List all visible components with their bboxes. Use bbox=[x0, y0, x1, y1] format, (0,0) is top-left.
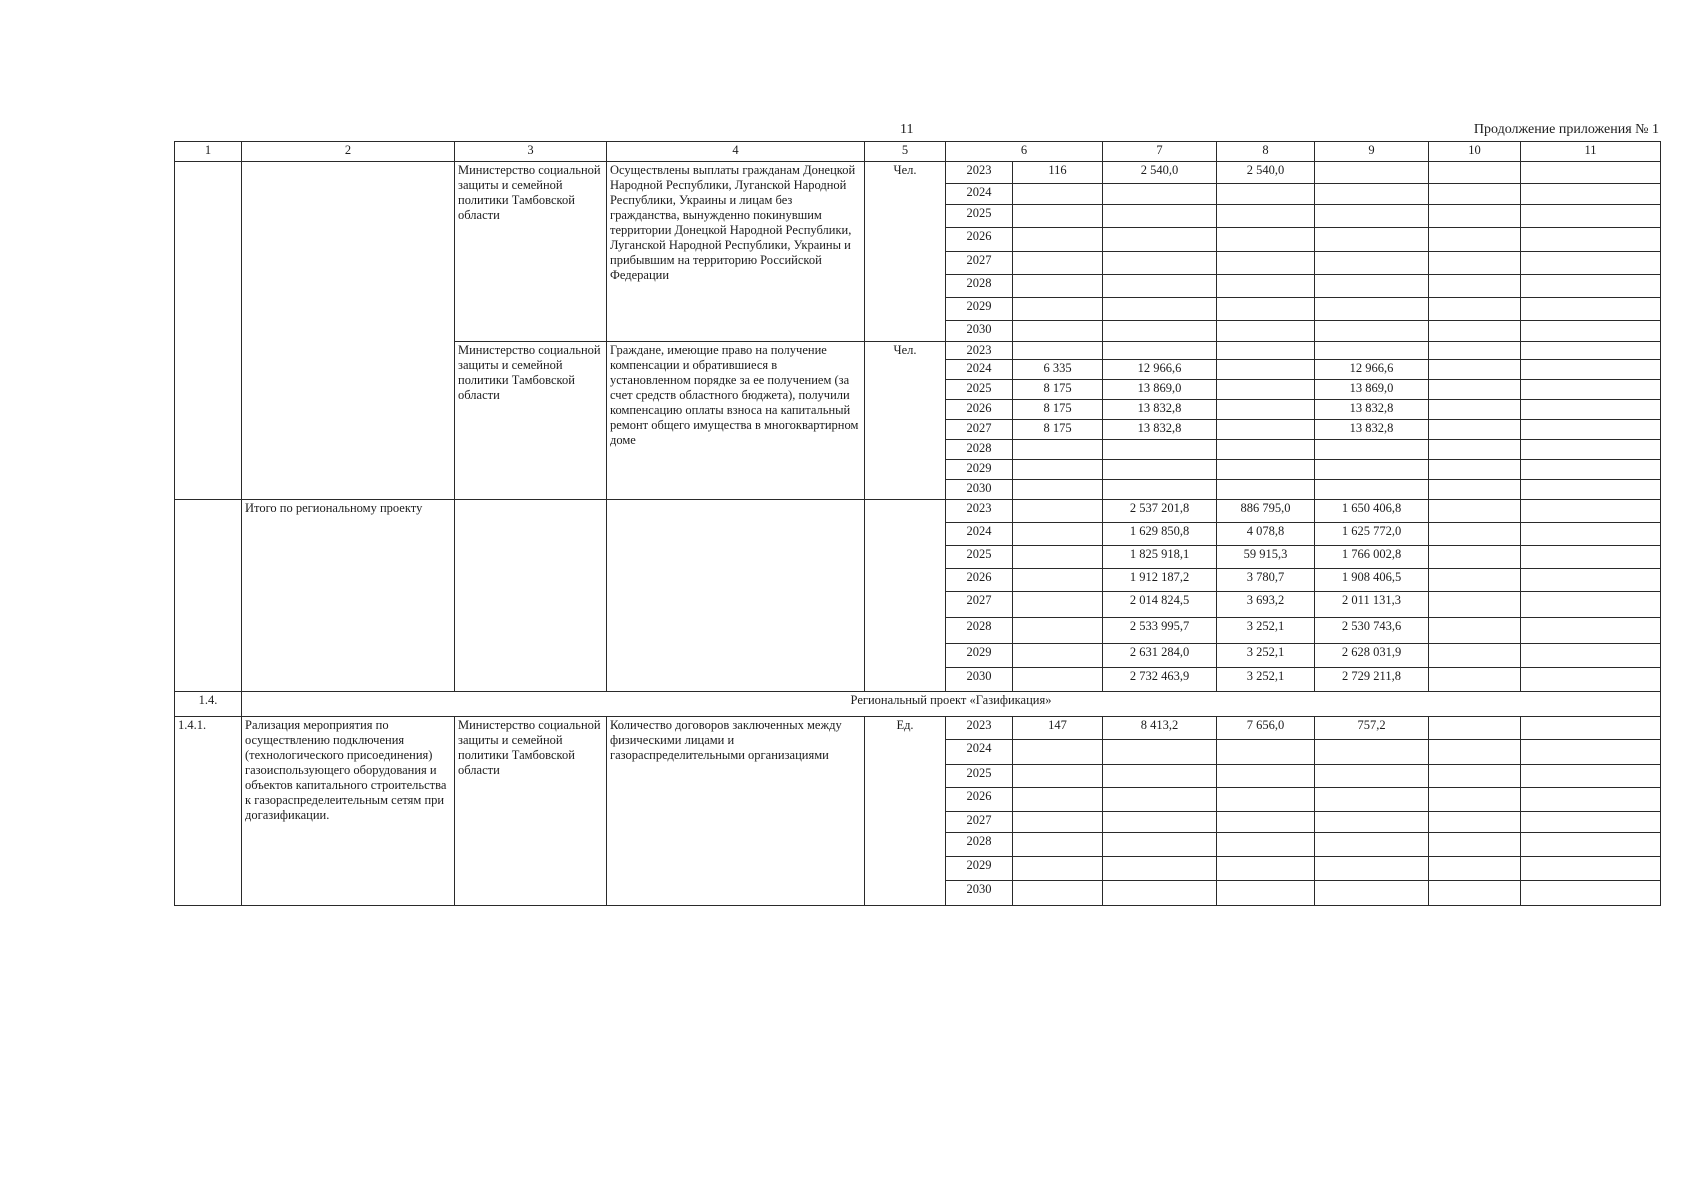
year-cell: 2029 bbox=[946, 460, 1013, 480]
value-cell-7 bbox=[1103, 740, 1217, 765]
value-cell-8 bbox=[1217, 480, 1315, 500]
value-cell-8 bbox=[1217, 184, 1315, 205]
value-cell-6 bbox=[1013, 668, 1103, 692]
value-cell-8: 3 693,2 bbox=[1217, 592, 1315, 618]
value-cell-6 bbox=[1013, 298, 1103, 321]
section-number: 1.4. bbox=[175, 692, 242, 717]
year-cell: 2023 bbox=[946, 342, 1013, 360]
value-cell-9 bbox=[1315, 342, 1429, 360]
value-cell-10 bbox=[1429, 788, 1521, 812]
year-cell: 2028 bbox=[946, 618, 1013, 644]
value-cell-8 bbox=[1217, 740, 1315, 765]
column-header: 10 bbox=[1429, 142, 1521, 162]
table-body bbox=[175, 142, 1661, 906]
value-cell-7 bbox=[1103, 765, 1217, 788]
executor-cell bbox=[455, 500, 607, 692]
value-cell-11 bbox=[1521, 812, 1661, 833]
value-cell-7: 1 912 187,2 bbox=[1103, 569, 1217, 592]
value-cell-9 bbox=[1315, 162, 1429, 184]
value-cell-10 bbox=[1429, 298, 1521, 321]
value-cell-8 bbox=[1217, 205, 1315, 228]
column-header-row bbox=[175, 142, 1661, 162]
number-cell bbox=[175, 500, 242, 692]
section-title: Региональный проект «Газификация» bbox=[242, 692, 1661, 717]
column-header: 11 bbox=[1521, 142, 1661, 162]
value-cell-9: 1 908 406,5 bbox=[1315, 569, 1429, 592]
value-cell-8: 2 540,0 bbox=[1217, 162, 1315, 184]
value-cell-9 bbox=[1315, 881, 1429, 906]
value-cell-8 bbox=[1217, 460, 1315, 480]
executor-cell: Министерство социальной защиты и семейной политики Тамбовской области bbox=[455, 717, 607, 906]
value-cell-6 bbox=[1013, 881, 1103, 906]
value-cell-9 bbox=[1315, 252, 1429, 275]
unit-cell: Чел. bbox=[865, 162, 946, 342]
value-cell-7 bbox=[1103, 833, 1217, 857]
value-cell-9 bbox=[1315, 765, 1429, 788]
value-cell-9 bbox=[1315, 480, 1429, 500]
value-cell-10 bbox=[1429, 342, 1521, 360]
value-cell-6 bbox=[1013, 275, 1103, 298]
value-cell-7 bbox=[1103, 440, 1217, 460]
value-cell-10 bbox=[1429, 420, 1521, 440]
value-cell-8 bbox=[1217, 321, 1315, 342]
year-cell: 2023 bbox=[946, 162, 1013, 184]
value-cell-7: 2 540,0 bbox=[1103, 162, 1217, 184]
value-cell-10 bbox=[1429, 668, 1521, 692]
year-cell: 2027 bbox=[946, 252, 1013, 275]
value-cell-6 bbox=[1013, 523, 1103, 546]
value-cell-11 bbox=[1521, 668, 1661, 692]
value-cell-9: 1 625 772,0 bbox=[1315, 523, 1429, 546]
unit-cell: Чел. bbox=[865, 342, 946, 500]
indicator-cell: Граждане, имеющие право на получение компенсации и обратившиеся в установленном порядке за ее получением (за счет средств областного бюджета), получили компенсацию оплаты взноса на капитальный ремонт общего имущества в многоквартирном доме bbox=[607, 342, 865, 500]
value-cell-7: 2 732 463,9 bbox=[1103, 668, 1217, 692]
value-cell-11 bbox=[1521, 740, 1661, 765]
value-cell-6 bbox=[1013, 569, 1103, 592]
year-cell: 2030 bbox=[946, 321, 1013, 342]
value-cell-9 bbox=[1315, 275, 1429, 298]
column-header: 4 bbox=[607, 142, 865, 162]
value-cell-7 bbox=[1103, 788, 1217, 812]
value-cell-6 bbox=[1013, 765, 1103, 788]
value-cell-7: 2 537 201,8 bbox=[1103, 500, 1217, 523]
table-row bbox=[175, 717, 1661, 740]
value-cell-6: 116 bbox=[1013, 162, 1103, 184]
value-cell-6 bbox=[1013, 480, 1103, 500]
year-cell: 2029 bbox=[946, 644, 1013, 668]
value-cell-8 bbox=[1217, 440, 1315, 460]
value-cell-9: 1 766 002,8 bbox=[1315, 546, 1429, 569]
value-cell-10 bbox=[1429, 812, 1521, 833]
column-header: 1 bbox=[175, 142, 242, 162]
value-cell-9 bbox=[1315, 205, 1429, 228]
value-cell-8: 3 780,7 bbox=[1217, 569, 1315, 592]
value-cell-7 bbox=[1103, 460, 1217, 480]
column-header: 7 bbox=[1103, 142, 1217, 162]
year-cell: 2024 bbox=[946, 523, 1013, 546]
value-cell-10 bbox=[1429, 321, 1521, 342]
value-cell-10 bbox=[1429, 400, 1521, 420]
value-cell-10 bbox=[1429, 228, 1521, 252]
total-row bbox=[175, 500, 1661, 523]
value-cell-8: 3 252,1 bbox=[1217, 618, 1315, 644]
value-cell-9 bbox=[1315, 788, 1429, 812]
value-cell-6 bbox=[1013, 812, 1103, 833]
value-cell-11 bbox=[1521, 788, 1661, 812]
value-cell-6 bbox=[1013, 546, 1103, 569]
value-cell-10 bbox=[1429, 833, 1521, 857]
value-cell-11 bbox=[1521, 717, 1661, 740]
value-cell-6 bbox=[1013, 644, 1103, 668]
value-cell-6 bbox=[1013, 740, 1103, 765]
value-cell-8 bbox=[1217, 857, 1315, 881]
value-cell-11 bbox=[1521, 480, 1661, 500]
value-cell-6 bbox=[1013, 618, 1103, 644]
value-cell-9: 13 869,0 bbox=[1315, 380, 1429, 400]
year-cell: 2028 bbox=[946, 440, 1013, 460]
value-cell-8: 4 078,8 bbox=[1217, 523, 1315, 546]
value-cell-7 bbox=[1103, 342, 1217, 360]
value-cell-11 bbox=[1521, 275, 1661, 298]
value-cell-10 bbox=[1429, 740, 1521, 765]
value-cell-7: 1 825 918,1 bbox=[1103, 546, 1217, 569]
value-cell-9: 13 832,8 bbox=[1315, 420, 1429, 440]
value-cell-11 bbox=[1521, 205, 1661, 228]
value-cell-6: 6 335 bbox=[1013, 360, 1103, 380]
value-cell-9 bbox=[1315, 833, 1429, 857]
value-cell-9: 757,2 bbox=[1315, 717, 1429, 740]
value-cell-9 bbox=[1315, 321, 1429, 342]
value-cell-6 bbox=[1013, 460, 1103, 480]
value-cell-9 bbox=[1315, 228, 1429, 252]
value-cell-7: 13 869,0 bbox=[1103, 380, 1217, 400]
value-cell-8 bbox=[1217, 275, 1315, 298]
column-header: 8 bbox=[1217, 142, 1315, 162]
value-cell-7 bbox=[1103, 184, 1217, 205]
value-cell-6: 8 175 bbox=[1013, 400, 1103, 420]
value-cell-9 bbox=[1315, 740, 1429, 765]
indicator-cell bbox=[607, 500, 865, 692]
value-cell-7 bbox=[1103, 252, 1217, 275]
value-cell-11 bbox=[1521, 460, 1661, 480]
value-cell-11 bbox=[1521, 644, 1661, 668]
section-row bbox=[175, 692, 1661, 717]
value-cell-11 bbox=[1521, 765, 1661, 788]
total-label: Итого по региональному проекту bbox=[242, 500, 455, 692]
value-cell-8 bbox=[1217, 812, 1315, 833]
year-cell: 2027 bbox=[946, 812, 1013, 833]
program-table bbox=[174, 141, 1661, 906]
value-cell-11 bbox=[1521, 342, 1661, 360]
value-cell-8 bbox=[1217, 833, 1315, 857]
value-cell-9: 2 729 211,8 bbox=[1315, 668, 1429, 692]
value-cell-8: 7 656,0 bbox=[1217, 717, 1315, 740]
column-header: 9 bbox=[1315, 142, 1429, 162]
value-cell-6 bbox=[1013, 205, 1103, 228]
value-cell-11 bbox=[1521, 298, 1661, 321]
indicator-cell: Количество договоров заключенных между физическими лицами и газораспределительными организациями bbox=[607, 717, 865, 906]
value-cell-8 bbox=[1217, 380, 1315, 400]
value-cell-9 bbox=[1315, 440, 1429, 460]
year-cell: 2026 bbox=[946, 228, 1013, 252]
value-cell-10 bbox=[1429, 205, 1521, 228]
value-cell-11 bbox=[1521, 857, 1661, 881]
value-cell-8 bbox=[1217, 881, 1315, 906]
value-cell-7 bbox=[1103, 228, 1217, 252]
column-header: 5 bbox=[865, 142, 946, 162]
value-cell-10 bbox=[1429, 765, 1521, 788]
item-number-cell: 1.4.1. bbox=[175, 717, 242, 906]
value-cell-10 bbox=[1429, 881, 1521, 906]
year-cell: 2025 bbox=[946, 205, 1013, 228]
year-cell: 2025 bbox=[946, 765, 1013, 788]
value-cell-7 bbox=[1103, 881, 1217, 906]
column-header: 2 bbox=[242, 142, 455, 162]
value-cell-11 bbox=[1521, 833, 1661, 857]
value-cell-10 bbox=[1429, 480, 1521, 500]
value-cell-10 bbox=[1429, 592, 1521, 618]
value-cell-7: 8 413,2 bbox=[1103, 717, 1217, 740]
value-cell-7 bbox=[1103, 205, 1217, 228]
value-cell-8 bbox=[1217, 342, 1315, 360]
value-cell-7: 2 014 824,5 bbox=[1103, 592, 1217, 618]
value-cell-9: 1 650 406,8 bbox=[1315, 500, 1429, 523]
value-cell-8 bbox=[1217, 252, 1315, 275]
executor-cell: Министерство социальной защиты и семейной политики Тамбовской области bbox=[455, 342, 607, 500]
value-cell-8: 886 795,0 bbox=[1217, 500, 1315, 523]
year-cell: 2026 bbox=[946, 569, 1013, 592]
value-cell-11 bbox=[1521, 321, 1661, 342]
indicator-cell: Осуществлены выплаты гражданам Донецкой Народной Республики, Луганской Народной Республики, Украины и лицам без гражданства, вынужденно покинувшим территории Донецкой Народной Республики, Луганской Народной Республики, Украины и прибывшим на территорию Российской Федерации bbox=[607, 162, 865, 342]
value-cell-9: 2 530 743,6 bbox=[1315, 618, 1429, 644]
year-cell: 2030 bbox=[946, 668, 1013, 692]
unit-cell: Ед. bbox=[865, 717, 946, 906]
value-cell-11 bbox=[1521, 592, 1661, 618]
value-cell-9 bbox=[1315, 857, 1429, 881]
value-cell-7 bbox=[1103, 298, 1217, 321]
value-cell-7: 13 832,8 bbox=[1103, 420, 1217, 440]
table-row bbox=[175, 162, 1661, 184]
value-cell-10 bbox=[1429, 569, 1521, 592]
value-cell-6 bbox=[1013, 321, 1103, 342]
value-cell-10 bbox=[1429, 252, 1521, 275]
value-cell-11 bbox=[1521, 881, 1661, 906]
value-cell-6 bbox=[1013, 440, 1103, 460]
value-cell-11 bbox=[1521, 360, 1661, 380]
value-cell-11 bbox=[1521, 618, 1661, 644]
value-cell-11 bbox=[1521, 400, 1661, 420]
executor-cell: Министерство социальной защиты и семейной политики Тамбовской области bbox=[455, 162, 607, 342]
value-cell-9: 2 011 131,3 bbox=[1315, 592, 1429, 618]
value-cell-8: 3 252,1 bbox=[1217, 668, 1315, 692]
value-cell-7: 13 832,8 bbox=[1103, 400, 1217, 420]
value-cell-11 bbox=[1521, 252, 1661, 275]
value-cell-8 bbox=[1217, 360, 1315, 380]
value-cell-7: 2 631 284,0 bbox=[1103, 644, 1217, 668]
value-cell-8 bbox=[1217, 228, 1315, 252]
year-cell: 2029 bbox=[946, 298, 1013, 321]
value-cell-11 bbox=[1521, 569, 1661, 592]
value-cell-9: 13 832,8 bbox=[1315, 400, 1429, 420]
year-cell: 2030 bbox=[946, 480, 1013, 500]
value-cell-6: 147 bbox=[1013, 717, 1103, 740]
value-cell-10 bbox=[1429, 380, 1521, 400]
year-cell: 2024 bbox=[946, 184, 1013, 205]
value-cell-7 bbox=[1103, 275, 1217, 298]
year-cell: 2029 bbox=[946, 857, 1013, 881]
year-cell: 2024 bbox=[946, 740, 1013, 765]
value-cell-7 bbox=[1103, 857, 1217, 881]
value-cell-10 bbox=[1429, 523, 1521, 546]
value-cell-11 bbox=[1521, 184, 1661, 205]
value-cell-7 bbox=[1103, 321, 1217, 342]
year-cell: 2026 bbox=[946, 400, 1013, 420]
value-cell-8 bbox=[1217, 400, 1315, 420]
value-cell-10 bbox=[1429, 184, 1521, 205]
value-cell-10 bbox=[1429, 275, 1521, 298]
value-cell-8 bbox=[1217, 788, 1315, 812]
value-cell-6: 8 175 bbox=[1013, 420, 1103, 440]
value-cell-11 bbox=[1521, 500, 1661, 523]
value-cell-8 bbox=[1217, 765, 1315, 788]
value-cell-7 bbox=[1103, 812, 1217, 833]
year-cell: 2023 bbox=[946, 500, 1013, 523]
value-cell-9: 2 628 031,9 bbox=[1315, 644, 1429, 668]
value-cell-6 bbox=[1013, 592, 1103, 618]
value-cell-9 bbox=[1315, 460, 1429, 480]
year-cell: 2025 bbox=[946, 380, 1013, 400]
value-cell-6 bbox=[1013, 228, 1103, 252]
value-cell-6 bbox=[1013, 857, 1103, 881]
value-cell-9: 12 966,6 bbox=[1315, 360, 1429, 380]
year-cell: 2027 bbox=[946, 420, 1013, 440]
value-cell-8: 59 915,3 bbox=[1217, 546, 1315, 569]
value-cell-7 bbox=[1103, 480, 1217, 500]
value-cell-6 bbox=[1013, 252, 1103, 275]
value-cell-11 bbox=[1521, 162, 1661, 184]
value-cell-6 bbox=[1013, 500, 1103, 523]
value-cell-9 bbox=[1315, 184, 1429, 205]
year-cell: 2026 bbox=[946, 788, 1013, 812]
year-cell: 2030 bbox=[946, 881, 1013, 906]
value-cell-8: 3 252,1 bbox=[1217, 644, 1315, 668]
measure-cell bbox=[242, 162, 455, 500]
column-header: 6 bbox=[946, 142, 1103, 162]
value-cell-6: 8 175 bbox=[1013, 380, 1103, 400]
value-cell-6 bbox=[1013, 788, 1103, 812]
value-cell-10 bbox=[1429, 440, 1521, 460]
value-cell-9 bbox=[1315, 812, 1429, 833]
value-cell-10 bbox=[1429, 162, 1521, 184]
column-header: 3 bbox=[455, 142, 607, 162]
year-cell: 2023 bbox=[946, 717, 1013, 740]
value-cell-11 bbox=[1521, 380, 1661, 400]
value-cell-6 bbox=[1013, 184, 1103, 205]
value-cell-11 bbox=[1521, 440, 1661, 460]
continuation-note: Продолжение приложения № 1 bbox=[1473, 122, 1659, 137]
value-cell-10 bbox=[1429, 644, 1521, 668]
value-cell-8 bbox=[1217, 298, 1315, 321]
value-cell-10 bbox=[1429, 717, 1521, 740]
value-cell-11 bbox=[1521, 228, 1661, 252]
value-cell-10 bbox=[1429, 360, 1521, 380]
value-cell-7: 1 629 850,8 bbox=[1103, 523, 1217, 546]
value-cell-11 bbox=[1521, 546, 1661, 569]
value-cell-9 bbox=[1315, 298, 1429, 321]
page-number: 11 bbox=[900, 122, 914, 137]
year-cell: 2028 bbox=[946, 275, 1013, 298]
value-cell-6 bbox=[1013, 833, 1103, 857]
year-cell: 2028 bbox=[946, 833, 1013, 857]
value-cell-8 bbox=[1217, 420, 1315, 440]
year-cell: 2024 bbox=[946, 360, 1013, 380]
value-cell-11 bbox=[1521, 523, 1661, 546]
number-cell bbox=[175, 162, 242, 500]
unit-cell bbox=[865, 500, 946, 692]
value-cell-10 bbox=[1429, 857, 1521, 881]
value-cell-10 bbox=[1429, 546, 1521, 569]
value-cell-10 bbox=[1429, 618, 1521, 644]
value-cell-6 bbox=[1013, 342, 1103, 360]
value-cell-11 bbox=[1521, 420, 1661, 440]
year-cell: 2027 bbox=[946, 592, 1013, 618]
value-cell-10 bbox=[1429, 460, 1521, 480]
value-cell-7: 2 533 995,7 bbox=[1103, 618, 1217, 644]
measure-cell: Рализация мероприятия по осуществлению подключения (технологического присоединения) газоиспользующего оборудования и объектов капитального строительства к газораспределеительным сетям при догазификации. bbox=[242, 717, 455, 906]
value-cell-7: 12 966,6 bbox=[1103, 360, 1217, 380]
value-cell-10 bbox=[1429, 500, 1521, 523]
year-cell: 2025 bbox=[946, 546, 1013, 569]
